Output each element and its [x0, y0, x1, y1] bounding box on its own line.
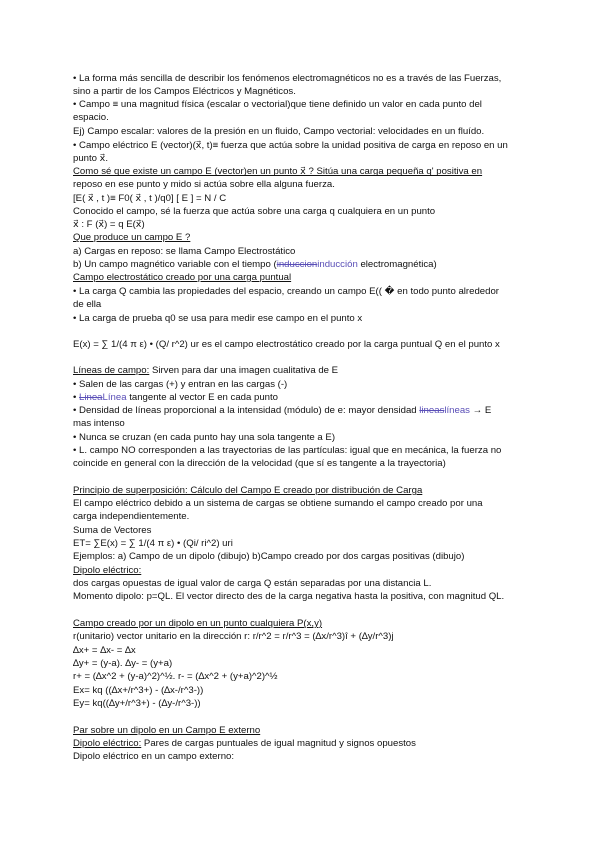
- section-heading: Dipolo eléctrico:: [73, 738, 142, 749]
- text-line: • La carga de prueba q0 se usa para medir ese campo en el punto x: [73, 313, 363, 324]
- text-line: • Salen de las cargas (+) y entran en las cargas (-): [73, 379, 288, 390]
- text-line: reposo en ese punto y mido si actúa sobre ella alguna fuerza.: [73, 179, 335, 190]
- text-line: a) Cargas en reposo: se llama Campo Electrostático: [73, 246, 296, 257]
- tracked-deletion: lineas: [419, 405, 445, 416]
- tracked-deletion: Linea: [79, 392, 103, 403]
- text-line: El campo eléctrico debido a un sistema de cargas se obtiene sumando el campo creado por una: [73, 498, 483, 509]
- section-heading: Que produce un campo E ?: [73, 232, 191, 243]
- text-line: de ella: [73, 299, 102, 310]
- tracked-insertion: inducción: [317, 259, 358, 270]
- text-line: coincide en general con la dirección de la velocidad (que sí es tangente a la trayectoria): [73, 458, 446, 469]
- section-heading: Campo electrostático creado por una carga puntual: [73, 272, 292, 283]
- tracked-insertion: Línea: [102, 392, 127, 403]
- text-line: [73, 365, 531, 377]
- text-line: ∆y+ = (y-a). ∆y- = (y+a): [73, 658, 173, 669]
- text-line: Ex= kq ((∆x+/r^3+) - (∆x-/r^3-)): [73, 685, 204, 696]
- text-line: r(unitario) vector unitario en la dirección r: r/r^2 = r/r^3 = (∆x/r^3)î + (∆y/r^3)j: [73, 631, 394, 642]
- text-line: ET= ∑E(x) = ∑ 1/(4 π ε) • (Qi/ ri^2) uri: [73, 538, 233, 549]
- text-line: • La carga Q cambia las propiedades del espacio, creando un campo E(( � en todo punto alrededor: [73, 286, 499, 297]
- text-line: Conocido el campo, sé la fuerza que actúa sobre una carga q cualquiera en un punto: [73, 206, 436, 217]
- bullet: •: [73, 392, 80, 403]
- text-line: • Nunca se cruzan (en cada punto hay una sola tangente a E): [73, 432, 336, 443]
- text-line: Ej) Campo escalar: valores de la presión en un fluido, Campo vectorial: velocidades en un fluído.: [73, 126, 485, 137]
- text-line: sino a partir de los Campos Eléctricos y Magnéticos.: [73, 86, 296, 97]
- section-heading: Par sobre un dipolo en un Campo E externo: [73, 725, 261, 736]
- text-line: r+ = (∆x^2 + (y-a)^2)^½. r- = (∆x^2 + (y+a)^2)^½: [73, 671, 278, 682]
- text-segment: • Densidad de líneas proporcional a la intensidad (módulo) de e: mayor densidad: [73, 405, 417, 416]
- text-line: Ey= kq((∆y+/r^3+) - (∆y-/r^3-)): [73, 698, 201, 709]
- text-line: [73, 259, 531, 271]
- text-line: carga independientemente.: [73, 511, 190, 522]
- text-line: • L. campo NO corresponden a las trayectorias de las partículas: igual que en mecánica, la fuerza no: [73, 445, 502, 456]
- text-line: Momento dipolo: p=QL. El vector directo des de la carga negativa hasta la positiva, con magnitud QL.: [73, 591, 505, 602]
- section-heading: Campo creado por un dipolo en un punto cualquiera P(x,y): [73, 618, 323, 629]
- text-line: [E( x⃗ , t )≡ F0( x⃗ , t )/q0] [ E ] = N / C: [73, 193, 227, 204]
- text-line: • Campo eléctrico E (vector)(x⃗, t)≡ fuerza que actúa sobre la unidad positiva de carga en reposo en un: [73, 140, 508, 151]
- section-heading: Líneas de campo:: [73, 365, 150, 376]
- text-line: x⃗ : F (x⃗) = q E(x⃗): [73, 219, 145, 230]
- text-segment: → E: [469, 405, 492, 416]
- text-segment: Pares de cargas puntuales de igual magnitud y signos opuestos: [141, 738, 416, 749]
- text-line: Como sé que existe un campo E (vector)en un punto x⃗ ? Sitúa una carga pequeña q' positiva en: [73, 166, 483, 177]
- text-line: punto x⃗.: [73, 153, 109, 164]
- text-line: espacio.: [73, 112, 109, 123]
- text-segment: b) Un campo magnético variable con el tiempo (: [73, 259, 277, 270]
- text-line: ∆x+ = ∆x- = ∆x: [73, 645, 136, 656]
- text-segment: electromagnética): [357, 259, 437, 270]
- text-line: [73, 738, 531, 750]
- text-line: • La forma más sencilla de describir los fenómenos electromagnéticos no es a través de las Fuerzas,: [73, 73, 502, 84]
- text-line: Ejemplos: a) Campo de un dipolo (dibujo) b)Campo creado por dos cargas positivas (dibujo): [73, 551, 465, 562]
- text-line: mas intenso: [73, 418, 125, 429]
- section-heading: Principio de superposición: Cálculo del Campo E creado por distribución de Carga: [73, 485, 423, 496]
- tracked-deletion: induccion: [276, 259, 318, 270]
- text-line: • Campo ≡ una magnitud física (escalar o vectorial)que tiene definido un valor en cada punto del: [73, 99, 482, 110]
- text-line: Dipolo eléctrico en un campo externo:: [73, 751, 235, 762]
- tracked-insertion: líneas: [444, 405, 470, 416]
- text-line: [73, 392, 531, 404]
- text-line: E(x) = ∑ 1/(4 π ε) • (Q/ r^2) ur es el campo electrostático creado por la carga puntual Q en el punto x: [73, 339, 500, 350]
- text-line: dos cargas opuestas de igual valor de carga Q están separadas por una distancia L.: [73, 578, 432, 589]
- text-line: [73, 405, 531, 417]
- text-line: Suma de Vectores: [73, 525, 152, 536]
- section-heading: Dipolo eléctrico:: [73, 565, 142, 576]
- text-segment: tangente al vector E en cada punto: [129, 392, 279, 403]
- text-segment: Sirven para dar una imagen cualitativa de E: [149, 365, 339, 376]
